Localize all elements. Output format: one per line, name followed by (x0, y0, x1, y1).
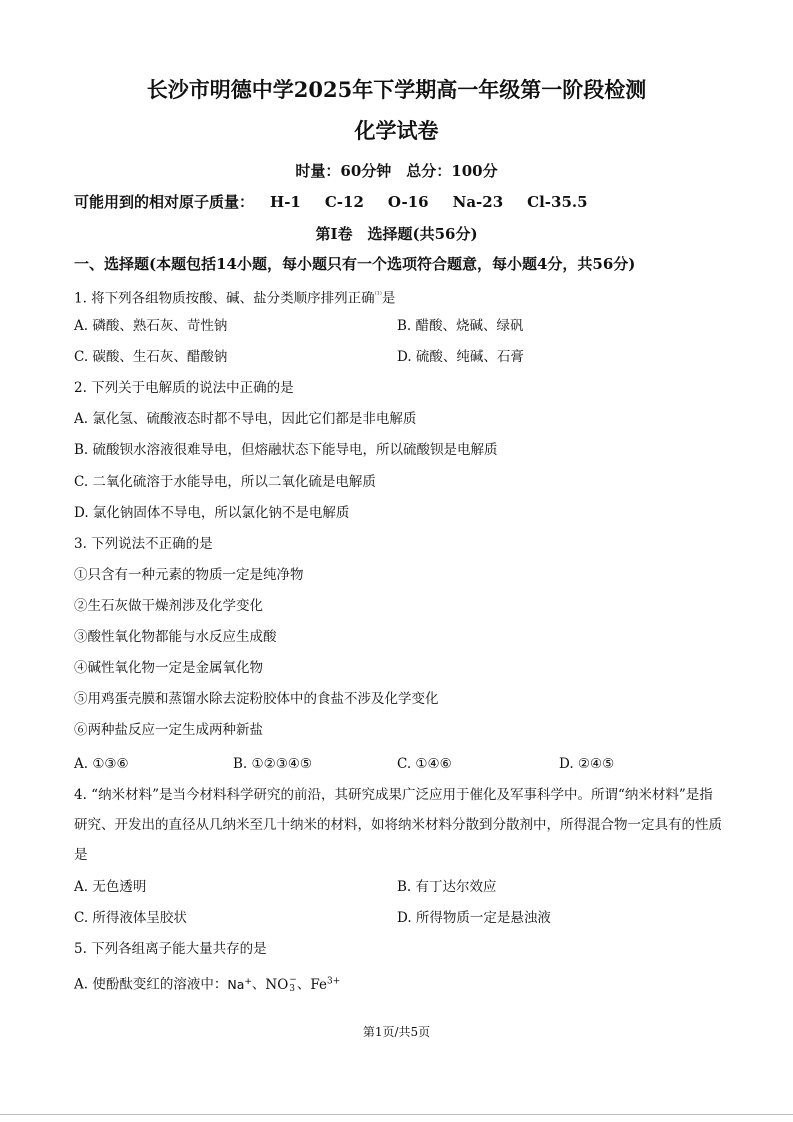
q3-option-c: C. ①④⑥ (397, 756, 452, 772)
q4-option-b: B. 有丁达尔效应 (397, 879, 497, 895)
q3-statement-3: ③酸性氧化物都能与水反应生成酸 (74, 629, 277, 645)
q3-option-d: D. ②④⑤ (559, 756, 615, 772)
q3-option-b: B. ①②③④⑤ (233, 756, 313, 772)
ion-iron (310, 977, 340, 993)
exam-subtitle: 化学试卷 (354, 118, 439, 143)
ion-nitrate-charge: − (289, 975, 297, 985)
q4-option-a: A. 无色透明 (74, 879, 147, 895)
atomic-mass-label: 可能用到的相对原子质量： (74, 193, 255, 211)
atomic-mass-na: Na-23 (452, 193, 504, 211)
q1-option-d: D. 硫酸、纯碱、石膏 (397, 349, 524, 365)
atomic-mass-c: C-12 (324, 193, 364, 211)
q3-statement-1: ①只含有一种元素的物质一定是纯净物 (74, 567, 304, 583)
ion-sodium (227, 977, 252, 992)
atomic-mass-line (74, 193, 612, 211)
part-title: 一、选择题(本题包括14小题，每小题只有一个选项符合题意，每小题4分，共56分) (74, 255, 636, 273)
q3-option-a: A. ①③⑥ (74, 756, 129, 772)
separator-1: 、 (251, 976, 266, 993)
q1-option-b: B. 醋酸、烧碱、绿矾 (397, 318, 524, 334)
volume-title: 第Ⅰ卷 选择题(共56分) (315, 225, 478, 243)
q5-option-a-prefix: A. 使酚酞变红的溶液中： (74, 976, 228, 993)
ion-sodium-symbol: Na (227, 976, 245, 992)
q2-option-d: D. 氯化钠固体不导电，所以氯化钠不是电解质 (74, 505, 350, 521)
ion-iron-charge: 3+ (326, 976, 341, 986)
q4-stem: 4. “纳米材料”是当今材料科学研究的前沿，其研究成果广泛应用于催化及军事科学中。所谓“纳米材料”是指研究、开发出的直径从几纳米至几十纳米的材料，如将纳米材料分散到分散剂中，所得混合物一定具有的性质是 (74, 787, 722, 863)
q4-option-c: C. 所得液体呈胶状 (74, 910, 187, 926)
atomic-mass-h: H-1 (270, 193, 301, 211)
atomic-mass-o: O-16 (387, 193, 429, 211)
ion-sodium-charge: + (244, 976, 252, 987)
small-mark-icon: ⁽¹⁾ (374, 290, 382, 299)
atomic-mass-cl: Cl-35.5 (527, 193, 588, 211)
bottom-divider (0, 1114, 793, 1115)
q2-option-a: A. 氯化氢、硫酸液态时都不导电，因此它们都是非电解质 (74, 411, 417, 427)
q1-stem (74, 286, 395, 308)
q3-statement-4: ④碱性氧化物一定是金属氧化物 (74, 660, 263, 676)
q3-stem: 3. 下列说法不正确的是 (74, 536, 213, 552)
exam-title: 长沙市明德中学2025年下学期高一年级第一阶段检测 (146, 77, 647, 102)
q2-option-c: C. 二氧化硫溶于水能导电，所以二氧化硫是电解质 (74, 474, 376, 490)
ion-nitrate-subscript: 3 (289, 984, 296, 994)
q2-option-b: B. 硫酸钡水溶液很难导电，但熔融状态下能导电，所以硫酸钡是电解质 (74, 442, 498, 458)
ion-nitrate-symbol: NO (265, 976, 289, 993)
page-footer: 第1页/共5页 (362, 1025, 431, 1039)
q1-option-c: C. 碳酸、生石灰、醋酸钠 (74, 349, 228, 365)
q3-statement-2: ②生石灰做干燥剂涉及化学变化 (74, 598, 263, 614)
q3-statement-6: ⑥两种盐反应一定生成两种新盐 (74, 722, 263, 738)
ion-iron-symbol: Fe (310, 976, 327, 993)
q5-stem: 5. 下列各组离子能大量共存的是 (74, 941, 267, 957)
ion-nitrate (265, 976, 296, 995)
q2-stem: 2. 下列关于电解质的说法中正确的是 (74, 380, 294, 396)
separator-2: 、 (296, 976, 311, 993)
q1-stem-text: 1. 将下列各组物质按酸、碱、盐分类顺序排列正确 (74, 290, 375, 307)
q1-stem-end: 是 (381, 290, 396, 307)
q3-statement-5: ⑤用鸡蛋壳膜和蒸馏水除去淀粉胶体中的食盐不涉及化学变化 (74, 691, 439, 707)
q1-option-a: A. 磷酸、熟石灰、苛性钠 (74, 318, 228, 334)
q5-option-a (74, 972, 340, 994)
q4-option-d: D. 所得物质一定是悬浊液 (397, 910, 551, 926)
time-info: 时量：60分钟 总分：100分 (295, 162, 498, 180)
